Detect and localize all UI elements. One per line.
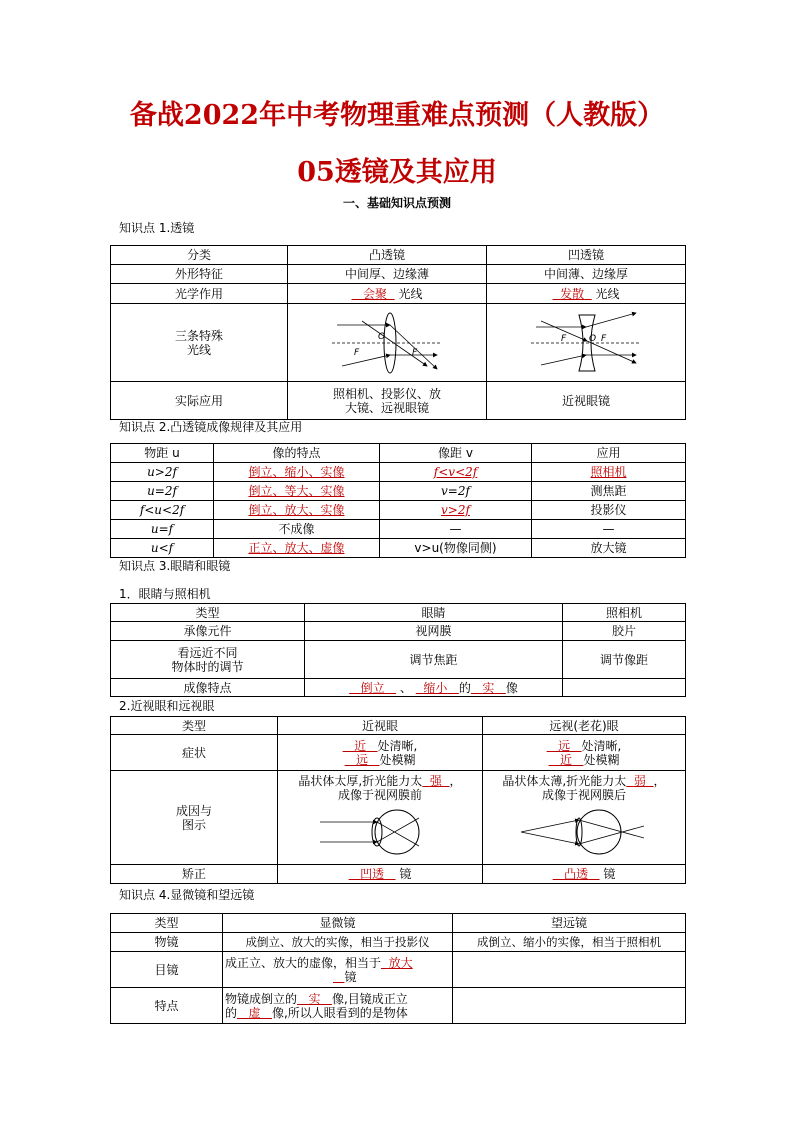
concave-lens-diagram <box>487 304 686 382</box>
section-heading: 一、基础知识点预测 <box>342 196 451 210</box>
image-distance <box>380 501 532 520</box>
header-cell: 远视(老花)眼 <box>483 717 686 735</box>
cell-text: 像,所以人眼看到的是物体 <box>271 1005 408 1020</box>
answer-blank: v>2f <box>441 503 470 517</box>
row-label: 光学作用 <box>111 284 288 304</box>
table-cell: 调节像距 <box>563 641 686 679</box>
answer-blank: 倒立、等大、实像 <box>248 484 345 498</box>
header-cell: 凸透镜 <box>288 246 487 265</box>
page-subtitle: 05透镜及其应用 <box>297 157 497 188</box>
object-distance: f<u<2f <box>111 501 214 520</box>
table-cell <box>278 865 483 884</box>
microscope-telescope-table <box>110 913 686 1024</box>
image-distance: v>u(物像同侧) <box>380 539 532 558</box>
answer-blank: 倒立、放大、实像 <box>248 503 345 517</box>
myopia-hyperopia-table <box>110 716 686 884</box>
application: 投影仪 <box>532 501 686 520</box>
row-label: 目镜 <box>111 952 223 988</box>
header-cell: 望远镜 <box>453 914 686 933</box>
convex-lens-diagram <box>288 304 487 382</box>
row-label-line: 三条特殊 <box>174 328 223 343</box>
k3-label: 知识点 3.眼睛和眼镜 <box>119 559 231 573</box>
row-label: 矫正 <box>111 865 278 884</box>
cell-text: 处模糊 <box>583 752 620 767</box>
answer-blank: 实 <box>482 680 495 695</box>
cell-text: 成正立、放大的虚像，相当于 <box>225 955 382 970</box>
header-cell: 类型 <box>111 604 305 622</box>
answer-blank: 倒立、缩小、实像 <box>248 465 345 479</box>
cell-text: 处清晰, <box>377 738 418 753</box>
answer-blank: 近 <box>559 752 572 767</box>
focus-F-right: F <box>601 333 607 344</box>
convex-lens-rays-figure <box>332 311 442 375</box>
object-distance: u=2f <box>111 482 214 501</box>
hyperopia-eye-figure <box>519 806 649 858</box>
cell-text: 处清晰, <box>581 738 622 753</box>
cell-line <box>280 753 480 767</box>
cell-text: 晶状体太薄,折光能力太 <box>502 774 627 788</box>
optical-center-O: O <box>378 331 386 342</box>
cell-text: 物镜成倒立的 <box>225 991 298 1006</box>
answer-blank: 凹透 <box>360 867 385 881</box>
cell-text: 像,目镜成正立 <box>331 991 408 1006</box>
header-cell: 像距 v <box>380 444 532 463</box>
cell-line: 成像于视网膜前 <box>337 788 422 802</box>
focus-F-left: F <box>561 333 567 344</box>
cell-line: 大镜、远视眼镜 <box>344 400 429 415</box>
image-feature <box>214 539 380 558</box>
answer-blank: 强 <box>429 774 442 788</box>
table-cell <box>288 284 487 304</box>
cell-text: 、 <box>399 680 412 695</box>
table-cell <box>223 988 453 1024</box>
table-cell <box>278 735 483 771</box>
table-cell <box>453 952 686 988</box>
cell-text: 处模糊 <box>379 752 416 767</box>
row-label: 特点 <box>111 988 223 1024</box>
focus-F-right: F <box>412 347 418 358</box>
page-title: 备战2022年中考物理重难点预测（人教版） <box>129 100 665 131</box>
table-cell: 胶片 <box>563 622 686 641</box>
eye-camera-table <box>110 603 686 697</box>
k4-label: 知识点 4.显微镜和望远镜 <box>119 888 255 902</box>
cell-text: 像 <box>505 680 518 695</box>
cell-line <box>225 970 450 984</box>
optical-center-O: O <box>589 333 597 344</box>
table-cell: 近视眼镜 <box>487 382 686 420</box>
row-label <box>111 771 278 865</box>
row-label: 成像特点 <box>111 679 305 697</box>
answer-blank: 实 <box>308 991 321 1006</box>
image-distance <box>380 463 532 482</box>
header-cell: 物距 u <box>111 444 214 463</box>
answer-blank: 倒立 <box>360 680 385 695</box>
myopia-eye-figure <box>315 806 445 858</box>
row-label <box>111 304 288 382</box>
row-label-line: 成因与 <box>175 803 212 818</box>
cell-text: ， <box>653 774 666 788</box>
header-cell: 眼睛 <box>305 604 563 622</box>
hyperopia-cause-cell <box>483 771 686 865</box>
cell-text: 晶状体太厚,折光能力太 <box>298 774 423 788</box>
header-cell: 显微镜 <box>223 914 453 933</box>
answer-blank: 近 <box>354 738 367 753</box>
table-cell <box>223 952 453 988</box>
k2-label: 知识点 2.凸透镜成像规律及其应用 <box>119 420 303 434</box>
table-cell: 视网膜 <box>305 622 563 641</box>
cell-line <box>485 774 683 788</box>
cell-line <box>485 739 683 753</box>
cell-line: 照相机、投影仪、放 <box>332 386 441 401</box>
object-distance: u=f <box>111 520 214 539</box>
header-cell: 类型 <box>111 914 223 933</box>
image-feature <box>214 463 380 482</box>
cell-text: 的 <box>458 680 471 695</box>
answer-blank: 放大 <box>388 955 413 970</box>
table-cell <box>305 679 563 697</box>
answer-blank: 正立、放大、虚像 <box>248 541 345 555</box>
row-label: 承像元件 <box>111 622 305 641</box>
table-cell: 成倒立、缩小的实像，相当于照相机 <box>453 933 686 952</box>
header-cell: 分类 <box>111 246 288 265</box>
row-label-line: 物体时的调节 <box>171 659 244 674</box>
cell-text: 镜 <box>344 969 357 984</box>
answer-blank: 凸透 <box>564 867 589 881</box>
lens-table <box>110 245 686 420</box>
image-distance: — <box>380 520 532 539</box>
header-cell: 近视眼 <box>278 717 483 735</box>
table-cell <box>453 988 686 1024</box>
cell-line: 成像于视网膜后 <box>541 788 626 802</box>
answer-blank: 远 <box>355 752 368 767</box>
cell-text: 光线 <box>398 286 423 301</box>
k1-label: 知识点 1.透镜 <box>119 221 195 235</box>
cell-line <box>225 1006 450 1020</box>
cell-line <box>225 992 450 1006</box>
row-label: 外形特征 <box>111 265 288 284</box>
answer-blank: 发散 <box>560 286 585 301</box>
k3-sub2: 2.近视眼和远视眼 <box>119 699 215 713</box>
table-cell <box>483 865 686 884</box>
image-feature: 不成像 <box>214 520 380 539</box>
table-cell: 中间厚、边缘薄 <box>288 265 487 284</box>
application: 测焦距 <box>532 482 686 501</box>
header-cell: 类型 <box>111 717 278 735</box>
answer-blank: 会聚 <box>362 286 387 301</box>
row-label-line: 图示 <box>181 817 206 832</box>
k3-sub1: 1．眼睛与照相机 <box>119 587 211 601</box>
header-cell: 凹透镜 <box>487 246 686 265</box>
cell-text: 光线 <box>595 286 620 301</box>
table-cell: 中间薄、边缘厚 <box>487 265 686 284</box>
application <box>532 463 686 482</box>
answer-blank: 缩小 <box>423 680 448 695</box>
application: 放大镜 <box>532 539 686 558</box>
cell-line <box>280 739 480 753</box>
object-distance: u>2f <box>111 463 214 482</box>
row-label: 症状 <box>111 735 278 771</box>
image-distance: v=2f <box>380 482 532 501</box>
header-cell: 应用 <box>532 444 686 463</box>
row-label: 实际应用 <box>111 382 288 420</box>
answer-blank: 虚 <box>248 1005 261 1020</box>
cell-text: 镜 <box>603 867 616 881</box>
row-label-line: 看远近不同 <box>177 645 238 660</box>
table-cell <box>563 679 686 697</box>
table-cell: 调节焦距 <box>305 641 563 679</box>
focus-F-left: F <box>354 347 360 358</box>
table-cell: 成倒立、放大的实像，相当于投影仪 <box>223 933 453 952</box>
cell-text: 的 <box>225 1005 238 1020</box>
imaging-rules-table <box>110 443 686 558</box>
row-label <box>111 641 305 679</box>
image-feature <box>214 482 380 501</box>
table-cell <box>483 735 686 771</box>
answer-blank: 远 <box>558 738 571 753</box>
row-label-line: 光线 <box>186 342 211 357</box>
answer-blank: f<v<2f <box>433 465 478 479</box>
cell-text: 镜 <box>399 867 412 881</box>
header-cell: 像的特点 <box>214 444 380 463</box>
answer-blank: 弱 <box>633 774 646 788</box>
table-cell <box>487 284 686 304</box>
image-feature <box>214 501 380 520</box>
object-distance: u<f <box>111 539 214 558</box>
table-cell <box>288 382 487 420</box>
cell-line <box>485 753 683 767</box>
header-cell: 照相机 <box>563 604 686 622</box>
myopia-cause-cell <box>278 771 483 865</box>
answer-blank: 照相机 <box>590 465 627 479</box>
row-label: 物镜 <box>111 933 223 952</box>
cell-text: ， <box>449 774 462 788</box>
cell-line <box>225 956 450 970</box>
cell-line <box>280 774 480 788</box>
concave-lens-rays-figure <box>531 311 641 375</box>
application: — <box>532 520 686 539</box>
